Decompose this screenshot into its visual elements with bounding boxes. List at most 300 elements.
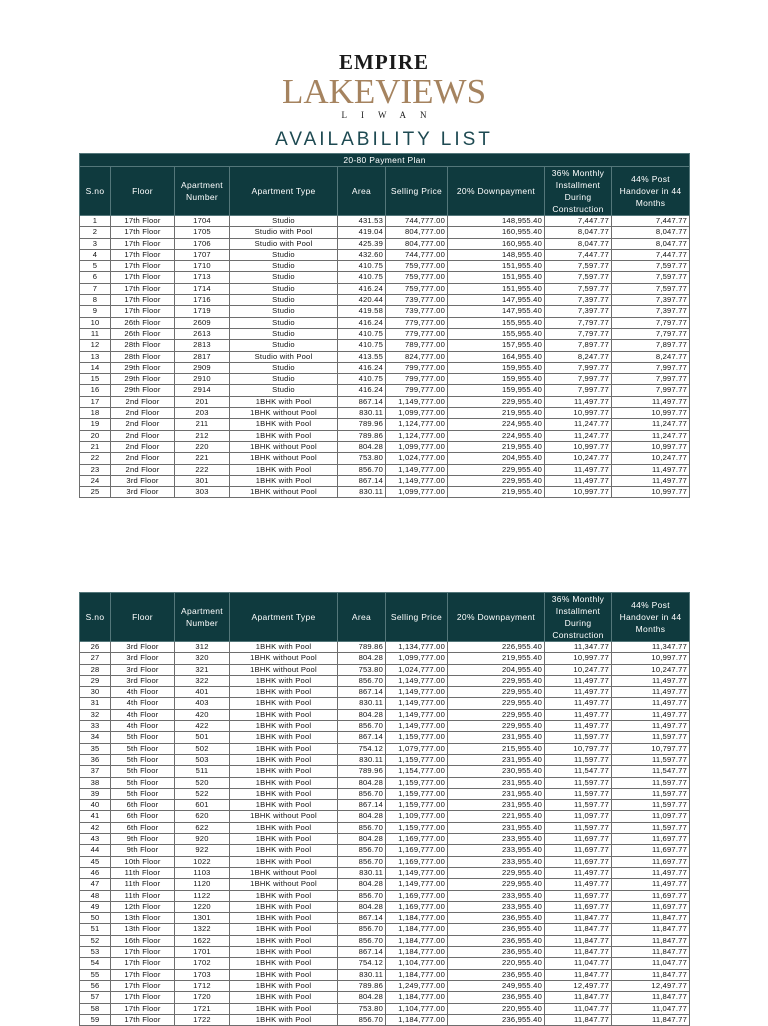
- cell-floor: 4th Floor: [111, 721, 175, 732]
- cell-selling-price: 1,149,777.00: [386, 687, 448, 698]
- cell-area: 753.80: [338, 453, 386, 464]
- cell-selling-price: 799,777.00: [386, 385, 448, 396]
- cell-floor: 13th Floor: [111, 913, 175, 924]
- cell-floor: 6th Floor: [111, 800, 175, 811]
- cell-sno: 23: [80, 464, 111, 475]
- cell-monthly-installment: 11,847.77: [545, 992, 612, 1003]
- cell-floor: 6th Floor: [111, 811, 175, 822]
- cell-monthly-installment: 7,797.77: [545, 328, 612, 339]
- cell-area: 830.11: [338, 698, 386, 709]
- cell-selling-price: 1,184,777.00: [386, 992, 448, 1003]
- table-row: [80, 834, 690, 845]
- cell-downpayment: 249,955.40: [448, 980, 545, 991]
- cell-post-handover: 7,447.77: [612, 249, 690, 260]
- cell-apartment-type: 1BHK with Pool: [230, 1014, 338, 1025]
- col-header-area: Area: [338, 167, 386, 216]
- cell-apartment-number: 2609: [175, 317, 230, 328]
- cell-post-handover: 10,997.77: [612, 487, 690, 498]
- cell-post-handover: 7,597.77: [612, 272, 690, 283]
- cell-sno: 49: [80, 901, 111, 912]
- cell-floor: 3rd Floor: [111, 487, 175, 498]
- table-row: [80, 340, 690, 351]
- cell-apartment-type: 1BHK with Pool: [230, 980, 338, 991]
- table-row: [80, 721, 690, 732]
- cell-selling-price: 1,099,777.00: [386, 441, 448, 452]
- cell-area: 804.28: [338, 653, 386, 664]
- cell-selling-price: 1,184,777.00: [386, 969, 448, 980]
- cell-selling-price: 824,777.00: [386, 351, 448, 362]
- cell-sno: 27: [80, 653, 111, 664]
- cell-floor: 3rd Floor: [111, 642, 175, 653]
- cell-selling-price: 779,777.00: [386, 317, 448, 328]
- cell-monthly-installment: 11,347.77: [545, 642, 612, 653]
- cell-apartment-type: 1BHK without Pool: [230, 811, 338, 822]
- cell-floor: 17th Floor: [111, 1003, 175, 1014]
- table-row: [80, 777, 690, 788]
- cell-monthly-installment: 11,047.77: [545, 958, 612, 969]
- cell-apartment-number: 1122: [175, 890, 230, 901]
- cell-selling-price: 799,777.00: [386, 374, 448, 385]
- cell-selling-price: 759,777.00: [386, 272, 448, 283]
- cell-area: 410.75: [338, 374, 386, 385]
- cell-floor: 26th Floor: [111, 317, 175, 328]
- cell-sno: 1: [80, 216, 111, 227]
- cell-downpayment: 229,955.40: [448, 879, 545, 890]
- cell-monthly-installment: 11,847.77: [545, 1014, 612, 1025]
- cell-area: 856.70: [338, 856, 386, 867]
- cell-sno: 36: [80, 754, 111, 765]
- cell-downpayment: 229,955.40: [448, 475, 545, 486]
- cell-sno: 25: [80, 487, 111, 498]
- cell-post-handover: 11,697.77: [612, 834, 690, 845]
- cell-area: 804.28: [338, 992, 386, 1003]
- cell-area: 867.14: [338, 800, 386, 811]
- cell-sno: 24: [80, 475, 111, 486]
- cell-apartment-number: 420: [175, 709, 230, 720]
- cell-post-handover: 11,597.77: [612, 732, 690, 743]
- cell-post-handover: 8,247.77: [612, 351, 690, 362]
- cell-post-handover: 11,347.77: [612, 642, 690, 653]
- cell-area: 867.14: [338, 732, 386, 743]
- table-row: [80, 947, 690, 958]
- cell-post-handover: 11,847.77: [612, 1014, 690, 1025]
- cell-downpayment: 236,955.40: [448, 935, 545, 946]
- cell-post-handover: 10,797.77: [612, 743, 690, 754]
- cell-post-handover: 7,397.77: [612, 306, 690, 317]
- cell-monthly-installment: 11,497.77: [545, 867, 612, 878]
- cell-area: 425.39: [338, 238, 386, 249]
- cell-apartment-type: Studio: [230, 283, 338, 294]
- cell-post-handover: 11,847.77: [612, 947, 690, 958]
- table-row: [80, 822, 690, 833]
- cell-apartment-number: 1707: [175, 249, 230, 260]
- cell-floor: 29th Floor: [111, 362, 175, 373]
- table-header-row: [80, 593, 690, 642]
- cell-floor: 17th Floor: [111, 306, 175, 317]
- table-row: [80, 845, 690, 856]
- cell-post-handover: 7,797.77: [612, 317, 690, 328]
- cell-monthly-installment: 11,697.77: [545, 890, 612, 901]
- cell-floor: 3rd Floor: [111, 675, 175, 686]
- availability-table-1: [79, 153, 690, 498]
- cell-apartment-number: 1720: [175, 992, 230, 1003]
- cell-downpayment: 236,955.40: [448, 947, 545, 958]
- table-row: [80, 754, 690, 765]
- table-row: [80, 464, 690, 475]
- table-row: [80, 675, 690, 686]
- cell-apartment-number: 1220: [175, 901, 230, 912]
- cell-post-handover: 11,547.77: [612, 766, 690, 777]
- cell-monthly-installment: 10,997.77: [545, 408, 612, 419]
- cell-floor: 4th Floor: [111, 698, 175, 709]
- cell-apartment-type: Studio: [230, 328, 338, 339]
- cell-apartment-number: 401: [175, 687, 230, 698]
- col-header-apartment-number: Apartment Number: [175, 167, 230, 216]
- cell-selling-price: 1,099,777.00: [386, 653, 448, 664]
- cell-selling-price: 1,149,777.00: [386, 709, 448, 720]
- cell-area: 410.75: [338, 272, 386, 283]
- cell-downpayment: 229,955.40: [448, 721, 545, 732]
- cell-downpayment: 229,955.40: [448, 464, 545, 475]
- cell-apartment-number: 1721: [175, 1003, 230, 1014]
- cell-apartment-type: 1BHK with Pool: [230, 732, 338, 743]
- cell-selling-price: 1,169,777.00: [386, 834, 448, 845]
- cell-area: 804.28: [338, 777, 386, 788]
- cell-area: 416.24: [338, 362, 386, 373]
- cell-apartment-type: 1BHK without Pool: [230, 653, 338, 664]
- cell-sno: 42: [80, 822, 111, 833]
- cell-selling-price: 1,159,777.00: [386, 777, 448, 788]
- col-header-floor: Floor: [111, 593, 175, 642]
- cell-downpayment: 155,955.40: [448, 317, 545, 328]
- table-row: [80, 709, 690, 720]
- cell-selling-price: 1,124,777.00: [386, 419, 448, 430]
- cell-downpayment: 233,955.40: [448, 856, 545, 867]
- cell-area: 432.60: [338, 249, 386, 260]
- cell-monthly-installment: 10,247.77: [545, 453, 612, 464]
- cell-apartment-type: 1BHK with Pool: [230, 913, 338, 924]
- cell-selling-price: 1,149,777.00: [386, 675, 448, 686]
- cell-floor: 5th Floor: [111, 777, 175, 788]
- cell-floor: 2nd Floor: [111, 453, 175, 464]
- cell-apartment-number: 212: [175, 430, 230, 441]
- cell-area: 753.80: [338, 664, 386, 675]
- cell-post-handover: 11,597.77: [612, 788, 690, 799]
- cell-apartment-type: 1BHK with Pool: [230, 766, 338, 777]
- cell-apartment-type: 1BHK with Pool: [230, 743, 338, 754]
- cell-floor: 6th Floor: [111, 822, 175, 833]
- cell-downpayment: 221,955.40: [448, 811, 545, 822]
- cell-apartment-number: 2813: [175, 340, 230, 351]
- cell-selling-price: 789,777.00: [386, 340, 448, 351]
- cell-selling-price: 1,024,777.00: [386, 664, 448, 675]
- cell-apartment-type: Studio with Pool: [230, 227, 338, 238]
- cell-area: 856.70: [338, 890, 386, 901]
- cell-sno: 10: [80, 317, 111, 328]
- cell-post-handover: 10,247.77: [612, 664, 690, 675]
- cell-sno: 19: [80, 419, 111, 430]
- cell-floor: 12th Floor: [111, 901, 175, 912]
- cell-sno: 18: [80, 408, 111, 419]
- cell-downpayment: 231,955.40: [448, 777, 545, 788]
- cell-monthly-installment: 7,397.77: [545, 306, 612, 317]
- cell-selling-price: 759,777.00: [386, 261, 448, 272]
- table-row: [80, 351, 690, 362]
- cell-sno: 45: [80, 856, 111, 867]
- cell-downpayment: 229,955.40: [448, 867, 545, 878]
- cell-sno: 31: [80, 698, 111, 709]
- cell-monthly-installment: 7,997.77: [545, 385, 612, 396]
- cell-sno: 34: [80, 732, 111, 743]
- cell-apartment-type: 1BHK with Pool: [230, 935, 338, 946]
- cell-sno: 29: [80, 675, 111, 686]
- cell-sno: 55: [80, 969, 111, 980]
- cell-monthly-installment: 11,847.77: [545, 935, 612, 946]
- cell-post-handover: 11,847.77: [612, 992, 690, 1003]
- cell-area: 856.70: [338, 1014, 386, 1025]
- cell-post-handover: 10,997.77: [612, 653, 690, 664]
- cell-floor: 3rd Floor: [111, 475, 175, 486]
- table-row: [80, 408, 690, 419]
- cell-floor: 17th Floor: [111, 283, 175, 294]
- cell-downpayment: 233,955.40: [448, 901, 545, 912]
- cell-floor: 17th Floor: [111, 295, 175, 306]
- cell-monthly-installment: 11,247.77: [545, 419, 612, 430]
- cell-monthly-installment: 7,447.77: [545, 249, 612, 260]
- cell-selling-price: 1,149,777.00: [386, 396, 448, 407]
- table-row: [80, 980, 690, 991]
- col-header-downpayment: 20% Downpayment: [448, 593, 545, 642]
- cell-monthly-installment: 7,597.77: [545, 261, 612, 272]
- cell-post-handover: 11,497.77: [612, 709, 690, 720]
- cell-monthly-installment: 11,597.77: [545, 822, 612, 833]
- cell-monthly-installment: 10,247.77: [545, 664, 612, 675]
- cell-apartment-number: 222: [175, 464, 230, 475]
- cell-apartment-type: Studio: [230, 362, 338, 373]
- table-row: [80, 283, 690, 294]
- cell-apartment-number: 312: [175, 642, 230, 653]
- table-row: [80, 743, 690, 754]
- cell-downpayment: 224,955.40: [448, 430, 545, 441]
- cell-selling-price: 1,184,777.00: [386, 947, 448, 958]
- cell-post-handover: 11,847.77: [612, 935, 690, 946]
- cell-apartment-number: 1710: [175, 261, 230, 272]
- cell-apartment-type: 1BHK without Pool: [230, 879, 338, 890]
- col-header-monthly-installment: 36% Monthly Installment During Construction: [545, 593, 612, 642]
- cell-selling-price: 1,184,777.00: [386, 1014, 448, 1025]
- cell-apartment-type: 1BHK without Pool: [230, 664, 338, 675]
- table-row: [80, 487, 690, 498]
- cell-selling-price: 1,134,777.00: [386, 642, 448, 653]
- table-row: [80, 642, 690, 653]
- cell-apartment-number: 1712: [175, 980, 230, 991]
- cell-selling-price: 1,124,777.00: [386, 430, 448, 441]
- cell-downpayment: 224,955.40: [448, 419, 545, 430]
- table-row: [80, 430, 690, 441]
- col-header-selling-price: Selling Price: [386, 167, 448, 216]
- cell-sno: 4: [80, 249, 111, 260]
- cell-downpayment: 159,955.40: [448, 362, 545, 373]
- table-row: [80, 295, 690, 306]
- cell-apartment-type: Studio: [230, 272, 338, 283]
- cell-apartment-type: 1BHK with Pool: [230, 721, 338, 732]
- cell-apartment-type: Studio: [230, 216, 338, 227]
- cell-sno: 20: [80, 430, 111, 441]
- cell-area: 419.04: [338, 227, 386, 238]
- cell-downpayment: 229,955.40: [448, 698, 545, 709]
- cell-selling-price: 1,149,777.00: [386, 698, 448, 709]
- cell-selling-price: 1,149,777.00: [386, 867, 448, 878]
- cell-downpayment: 204,955.40: [448, 453, 545, 464]
- cell-monthly-installment: 11,497.77: [545, 879, 612, 890]
- cell-selling-price: 1,149,777.00: [386, 475, 448, 486]
- cell-sno: 17: [80, 396, 111, 407]
- cell-selling-price: 804,777.00: [386, 227, 448, 238]
- cell-post-handover: 11,047.77: [612, 1003, 690, 1014]
- table-row: [80, 317, 690, 328]
- cell-area: 830.11: [338, 754, 386, 765]
- cell-sno: 57: [80, 992, 111, 1003]
- cell-floor: 4th Floor: [111, 687, 175, 698]
- cell-post-handover: 11,697.77: [612, 901, 690, 912]
- cell-sno: 26: [80, 642, 111, 653]
- cell-area: 867.14: [338, 913, 386, 924]
- cell-selling-price: 1,159,777.00: [386, 754, 448, 765]
- cell-apartment-number: 301: [175, 475, 230, 486]
- cell-monthly-installment: 11,097.77: [545, 811, 612, 822]
- cell-floor: 29th Floor: [111, 374, 175, 385]
- cell-apartment-number: 1719: [175, 306, 230, 317]
- cell-sno: 58: [80, 1003, 111, 1014]
- cell-post-handover: 11,697.77: [612, 845, 690, 856]
- cell-selling-price: 1,169,777.00: [386, 901, 448, 912]
- cell-apartment-number: 502: [175, 743, 230, 754]
- cell-monthly-installment: 11,597.77: [545, 777, 612, 788]
- cell-apartment-number: 303: [175, 487, 230, 498]
- cell-selling-price: 1,169,777.00: [386, 856, 448, 867]
- cell-post-handover: 7,997.77: [612, 385, 690, 396]
- cell-selling-price: 1,184,777.00: [386, 924, 448, 935]
- cell-monthly-installment: 11,697.77: [545, 856, 612, 867]
- cell-apartment-number: 503: [175, 754, 230, 765]
- cell-sno: 56: [80, 980, 111, 991]
- cell-monthly-installment: 7,397.77: [545, 295, 612, 306]
- cell-area: 867.14: [338, 475, 386, 486]
- table-row: [80, 272, 690, 283]
- cell-monthly-installment: 12,497.77: [545, 980, 612, 991]
- cell-area: 856.70: [338, 721, 386, 732]
- cell-area: 410.75: [338, 340, 386, 351]
- cell-post-handover: 11,497.77: [612, 475, 690, 486]
- cell-downpayment: 151,955.40: [448, 261, 545, 272]
- cell-apartment-type: Studio: [230, 340, 338, 351]
- cell-apartment-type: 1BHK with Pool: [230, 430, 338, 441]
- cell-sno: 43: [80, 834, 111, 845]
- cell-monthly-installment: 8,247.77: [545, 351, 612, 362]
- cell-sno: 3: [80, 238, 111, 249]
- table-row: [80, 664, 690, 675]
- cell-sno: 15: [80, 374, 111, 385]
- cell-area: 431.53: [338, 216, 386, 227]
- cell-area: 789.86: [338, 642, 386, 653]
- cell-area: 804.28: [338, 441, 386, 452]
- cell-apartment-number: 2910: [175, 374, 230, 385]
- cell-area: 804.28: [338, 901, 386, 912]
- page-title: AVAILABILITY LIST: [275, 129, 493, 150]
- cell-apartment-type: Studio: [230, 249, 338, 260]
- cell-post-handover: 8,047.77: [612, 238, 690, 249]
- table-row: [80, 901, 690, 912]
- cell-selling-price: 804,777.00: [386, 238, 448, 249]
- cell-floor: 17th Floor: [111, 958, 175, 969]
- cell-sno: 30: [80, 687, 111, 698]
- cell-floor: 17th Floor: [111, 272, 175, 283]
- cell-selling-price: 739,777.00: [386, 295, 448, 306]
- cell-apartment-number: 922: [175, 845, 230, 856]
- cell-post-handover: 11,247.77: [612, 419, 690, 430]
- cell-downpayment: 159,955.40: [448, 385, 545, 396]
- cell-apartment-type: Studio with Pool: [230, 238, 338, 249]
- cell-selling-price: 1,079,777.00: [386, 743, 448, 754]
- cell-sno: 9: [80, 306, 111, 317]
- cell-selling-price: 739,777.00: [386, 306, 448, 317]
- cell-monthly-installment: 11,497.77: [545, 698, 612, 709]
- cell-apartment-type: 1BHK without Pool: [230, 867, 338, 878]
- cell-downpayment: 229,955.40: [448, 687, 545, 698]
- cell-floor: 17th Floor: [111, 969, 175, 980]
- cell-floor: 28th Floor: [111, 340, 175, 351]
- cell-post-handover: 11,497.77: [612, 675, 690, 686]
- cell-downpayment: 230,955.40: [448, 766, 545, 777]
- cell-downpayment: 157,955.40: [448, 340, 545, 351]
- cell-downpayment: 151,955.40: [448, 272, 545, 283]
- cell-downpayment: 233,955.40: [448, 834, 545, 845]
- table-row: [80, 856, 690, 867]
- cell-monthly-installment: 11,547.77: [545, 766, 612, 777]
- cell-monthly-installment: 7,997.77: [545, 374, 612, 385]
- cell-monthly-installment: 11,597.77: [545, 800, 612, 811]
- cell-apartment-number: 1022: [175, 856, 230, 867]
- cell-sno: 28: [80, 664, 111, 675]
- cell-area: 789.96: [338, 419, 386, 430]
- cell-downpayment: 231,955.40: [448, 732, 545, 743]
- cell-floor: 9th Floor: [111, 834, 175, 845]
- cell-apartment-number: 601: [175, 800, 230, 811]
- cell-monthly-installment: 11,597.77: [545, 788, 612, 799]
- cell-floor: 5th Floor: [111, 766, 175, 777]
- table-row: [80, 992, 690, 1003]
- cell-selling-price: 759,777.00: [386, 283, 448, 294]
- col-header-sno: S.no: [80, 593, 111, 642]
- cell-apartment-type: 1BHK with Pool: [230, 698, 338, 709]
- cell-post-handover: 10,247.77: [612, 453, 690, 464]
- cell-area: 856.70: [338, 822, 386, 833]
- cell-apartment-number: 403: [175, 698, 230, 709]
- cell-sno: 11: [80, 328, 111, 339]
- table-row: [80, 879, 690, 890]
- cell-floor: 16th Floor: [111, 935, 175, 946]
- cell-floor: 5th Floor: [111, 754, 175, 765]
- table-row: [80, 924, 690, 935]
- cell-sno: 21: [80, 441, 111, 452]
- cell-apartment-number: 203: [175, 408, 230, 419]
- cell-apartment-type: 1BHK without Pool: [230, 408, 338, 419]
- cell-apartment-number: 320: [175, 653, 230, 664]
- cell-apartment-number: 1714: [175, 283, 230, 294]
- cell-sno: 47: [80, 879, 111, 890]
- table-row: [80, 261, 690, 272]
- cell-sno: 41: [80, 811, 111, 822]
